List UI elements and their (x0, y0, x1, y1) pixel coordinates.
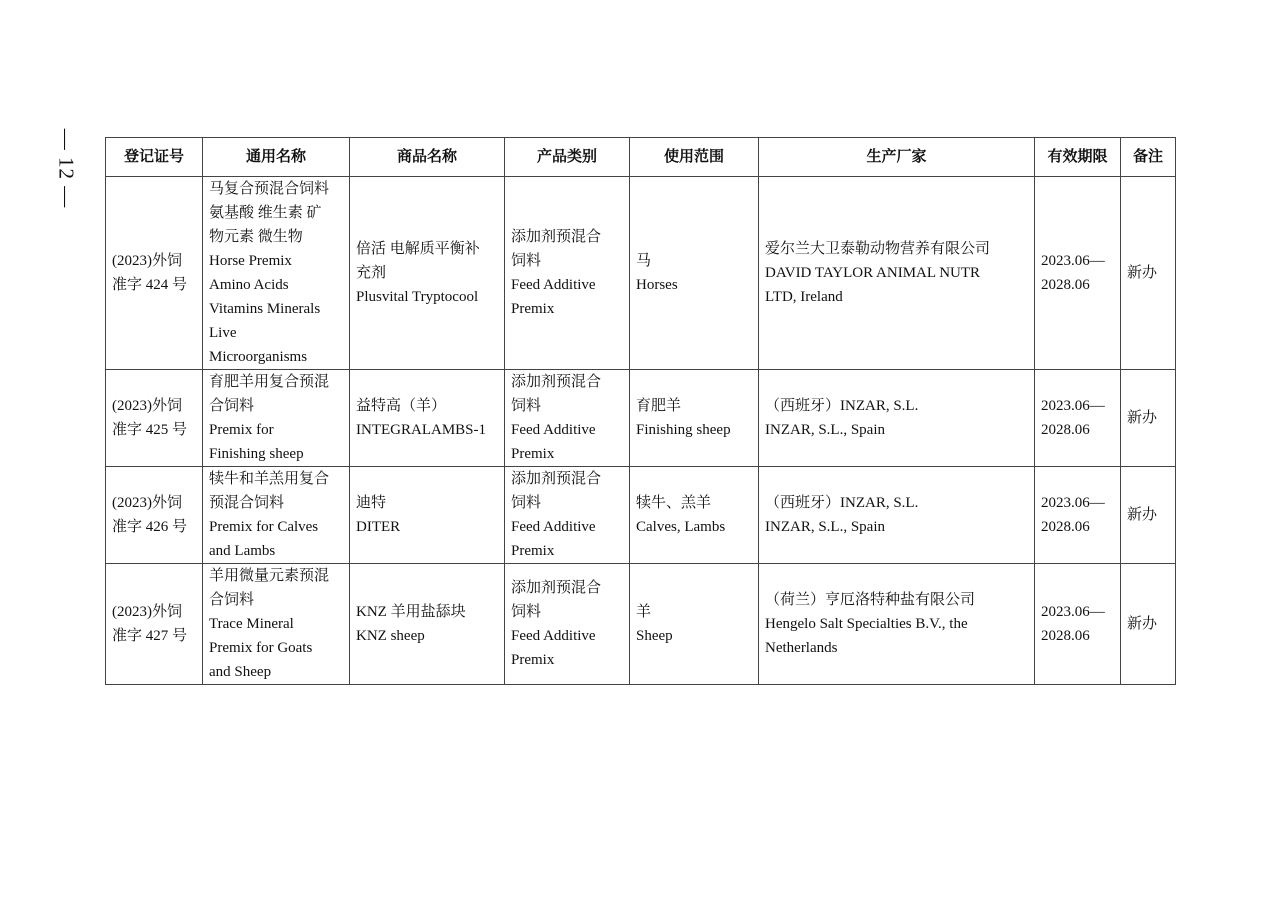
cell-reg-no (106, 177, 203, 370)
cell-line: (2023)外饲 (112, 253, 182, 269)
cell-manufacturer (759, 467, 1035, 564)
cell-line: 预混合饲料 (209, 495, 285, 511)
cell-line: 迪特 (356, 495, 387, 511)
cell-line: 氨基酸 维生素 矿 (209, 205, 322, 221)
cell-validity (1035, 177, 1121, 370)
cell-reg-no (106, 564, 203, 685)
cell-line: Horse Premix (209, 253, 292, 269)
cell-line: 羊 (636, 604, 652, 620)
cell-line: 合饲料 (209, 398, 255, 414)
cell-line: Vitamins Minerals (209, 301, 321, 317)
header-validity: 有效期限 (1035, 138, 1121, 177)
cell-manufacturer (759, 564, 1035, 685)
cell-scope (630, 177, 759, 370)
cell-line: 马 (636, 253, 652, 269)
cell-line: （西班牙）INZAR, S.L. (765, 495, 919, 511)
cell-line: 准字 424 号 (112, 277, 188, 293)
cell-category (505, 467, 630, 564)
cell-line: 2028.06 (1041, 422, 1090, 438)
cell-line: （荷兰）亨厄洛特种盐有限公司 (765, 592, 976, 608)
cell-manufacturer (759, 177, 1035, 370)
cell-line: 爱尔兰大卫泰勒动物营养有限公司 (765, 241, 991, 257)
cell-line: 2023.06— (1041, 253, 1105, 269)
cell-note: 新办 (1121, 467, 1176, 564)
cell-line: KNZ sheep (356, 628, 425, 644)
cell-line: Premix for Calves (209, 519, 319, 535)
cell-line: 准字 425 号 (112, 422, 188, 438)
cell-line: 添加剂预混合 (511, 229, 602, 245)
cell-validity (1035, 370, 1121, 467)
cell-line: 2028.06 (1041, 519, 1090, 535)
page-number-text: — 12 — (54, 128, 79, 208)
cell-line: Premix for (209, 422, 274, 438)
cell-trade-name (350, 467, 505, 564)
cell-line: 2023.06— (1041, 604, 1105, 620)
cell-line: 2028.06 (1041, 628, 1090, 644)
header-trade-name: 商品名称 (350, 138, 505, 177)
cell-note: 新办 (1121, 370, 1176, 467)
cell-line: (2023)外饲 (112, 398, 182, 414)
cell-validity (1035, 467, 1121, 564)
cell-line: and Sheep (209, 664, 272, 680)
table-row (106, 564, 1176, 685)
cell-line: 饲料 (511, 398, 542, 414)
cell-line: 育肥羊用复合预混 (209, 374, 330, 390)
header-manufacturer: 生产厂家 (759, 138, 1035, 177)
cell-line: Premix (511, 543, 555, 559)
cell-line: Finishing sheep (209, 446, 304, 462)
cell-trade-name (350, 370, 505, 467)
cell-line: 2023.06— (1041, 495, 1105, 511)
cell-scope (630, 370, 759, 467)
cell-line: Finishing sheep (636, 422, 731, 438)
header-category: 产品类别 (505, 138, 630, 177)
table-row (106, 467, 1176, 564)
cell-line: 饲料 (511, 253, 542, 269)
cell-line: （西班牙）INZAR, S.L. (765, 398, 919, 414)
cell-line: Microorganisms (209, 349, 308, 365)
cell-line: 物元素 微生物 (209, 229, 303, 245)
cell-note: 新办 (1121, 564, 1176, 685)
cell-category (505, 370, 630, 467)
cell-category (505, 564, 630, 685)
cell-line: 犊牛和羊羔用复合 (209, 471, 330, 487)
cell-line: DAVID TAYLOR ANIMAL NUTR (765, 265, 981, 281)
cell-line: Hengelo Salt Specialties B.V., the (765, 616, 968, 632)
cell-line: (2023)外饲 (112, 604, 182, 620)
cell-line: Premix (511, 446, 555, 462)
cell-generic-name (203, 177, 350, 370)
cell-line: 羊用微量元素预混 (209, 568, 330, 584)
header-scope: 使用范围 (630, 138, 759, 177)
cell-line: Premix (511, 652, 555, 668)
cell-line: 倍活 电解质平衡补 (356, 241, 480, 257)
cell-line: 饲料 (511, 604, 542, 620)
cell-line: 充剂 (356, 265, 387, 281)
cell-line: Netherlands (765, 640, 838, 656)
cell-line: LTD, Ireland (765, 289, 843, 305)
cell-scope (630, 467, 759, 564)
cell-line: Trace Mineral (209, 616, 294, 632)
cell-line: DITER (356, 519, 401, 535)
cell-line: Feed Additive (511, 277, 596, 293)
header-note: 备注 (1121, 138, 1176, 177)
cell-scope (630, 564, 759, 685)
cell-line: 合饲料 (209, 592, 255, 608)
cell-line: Amino Acids (209, 277, 289, 293)
cell-line: 饲料 (511, 495, 542, 511)
cell-line: Sheep (636, 628, 673, 644)
cell-line: 添加剂预混合 (511, 374, 602, 390)
cell-line: 育肥羊 (636, 398, 682, 414)
cell-line: KNZ 羊用盐舔块 (356, 604, 466, 620)
cell-generic-name (203, 564, 350, 685)
cell-line: Feed Additive (511, 628, 596, 644)
cell-line: Premix (511, 301, 555, 317)
cell-line: INZAR, S.L., Spain (765, 519, 885, 535)
cell-line: 益特高（羊） (356, 398, 447, 414)
cell-line: Live (209, 325, 237, 341)
cell-trade-name (350, 564, 505, 685)
cell-line: Premix for Goats (209, 640, 313, 656)
table-row (106, 370, 1176, 467)
cell-line: Feed Additive (511, 422, 596, 438)
cell-line: 2023.06— (1041, 398, 1105, 414)
cell-line: Horses (636, 277, 678, 293)
table-header-row (106, 138, 1176, 177)
cell-line: Plusvital Tryptocool (356, 289, 479, 305)
cell-line: 马复合预混合饲料 (209, 181, 330, 197)
cell-line: INZAR, S.L., Spain (765, 422, 885, 438)
cell-generic-name (203, 370, 350, 467)
cell-line: INTEGRALAMBS-1 (356, 422, 486, 438)
cell-line: 准字 427 号 (112, 628, 188, 644)
header-generic-name: 通用名称 (203, 138, 350, 177)
cell-line: and Lambs (209, 543, 276, 559)
cell-line: 添加剂预混合 (511, 471, 602, 487)
cell-category (505, 177, 630, 370)
cell-reg-no (106, 467, 203, 564)
cell-line: 犊牛、羔羊 (636, 495, 712, 511)
cell-manufacturer (759, 370, 1035, 467)
cell-trade-name (350, 177, 505, 370)
cell-line: 准字 426 号 (112, 519, 188, 535)
cell-generic-name (203, 467, 350, 564)
cell-line: 添加剂预混合 (511, 580, 602, 596)
cell-note: 新办 (1121, 177, 1176, 370)
cell-reg-no (106, 370, 203, 467)
cell-line: Feed Additive (511, 519, 596, 535)
header-reg-no: 登记证号 (106, 138, 203, 177)
cell-validity (1035, 564, 1121, 685)
registration-table (105, 137, 1176, 685)
cell-line: 2028.06 (1041, 277, 1090, 293)
cell-line: Calves, Lambs (636, 519, 726, 535)
page-number (46, 122, 86, 214)
table-row (106, 177, 1176, 370)
cell-line: (2023)外饲 (112, 495, 182, 511)
